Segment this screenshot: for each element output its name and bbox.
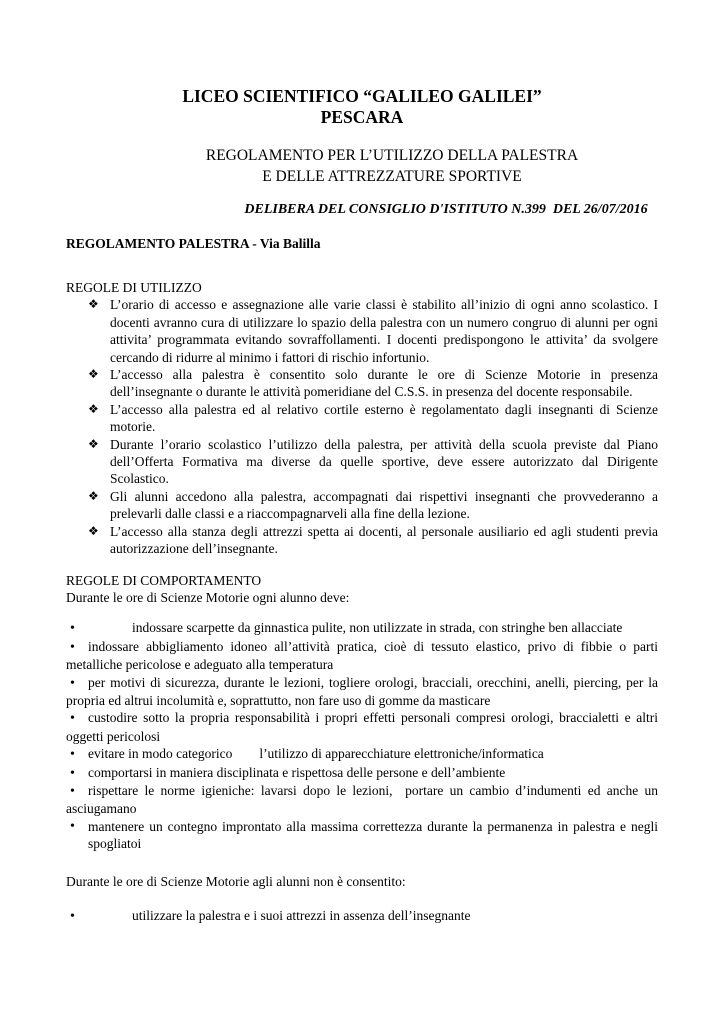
list-item [66, 523, 658, 558]
diamond-bullet-icon: ❖ [88, 297, 99, 312]
delibera-line: DELIBERA DEL CONSIGLIO D'ISTITUTO N.399 DEL 26/07/2016 [244, 202, 648, 217]
list-item [66, 366, 658, 401]
document-title-line1: REGOLAMENTO PER L’UTILIZZO DELLA PALESTRA [205, 147, 579, 164]
list-item [66, 488, 658, 523]
location-heading: REGOLAMENTO PALESTRA - Via Balilla [66, 236, 321, 251]
not-allowed-list [66, 907, 658, 925]
round-bullet-icon: • [70, 675, 75, 691]
round-bullet-icon: • [70, 818, 75, 834]
round-bullet-icon: • [70, 711, 75, 727]
diamond-bullet-icon: ❖ [88, 488, 99, 503]
list-item-text: L’orario di accesso e assegnazione alle varie classi è stabilito all’inizio di ogni anno scolastico. I docenti avranno cura di utilizzare lo spazio della palestra con un numero congruo di alunni per ogni attivita’ programmata evitando sovraffollamenti. I docenti predispongono le attivita’ da svolgere cercando di ridurre al minimo i fattori di rischio infortunio. [110, 297, 658, 365]
list-item-text: L’accesso alla palestra ed al relativo cortile esterno è regolamentato dagli insegnanti di Scienze motorie. [110, 401, 658, 435]
school-name-line1: LICEO SCIENTIFICO “GALILEO GALILEI” [182, 86, 542, 106]
round-bullet-icon: • [70, 639, 75, 655]
list-item [66, 709, 658, 745]
list-item [66, 818, 658, 853]
diamond-bullet-icon: ❖ [88, 523, 99, 538]
conduct-rules-list [66, 619, 658, 852]
round-bullet-icon: • [70, 747, 75, 763]
document-title-line2: E DELLE ATTREZZATURE SPORTIVE [262, 168, 522, 185]
list-item-text: per motivi di sicurezza, durante le lezioni, togliere orologi, bracciali, orecchini, anelli, piercing, per la propria ed altrui incolumità e, soprattutto, non fare uso di gomme da masticare [66, 674, 658, 708]
list-item-text: evitare in modo categorico l’utilizzo di apparecchiature elettroniche/informatica [88, 746, 544, 762]
list-item-text: Gli alunni accedono alla palestra, accompagnati dai rispettivi insegnanti che provvederanno a prelevarli dalle classi e a riaccompagnarveli alla fine della lezione. [110, 488, 658, 522]
list-item-text: rispettare le norme igieniche: lavarsi dopo le lezioni, portare un cambio d’indumenti ed anche un asciugamano [66, 782, 658, 817]
list-item [66, 436, 658, 488]
conduct-intro: Durante le ore di Scienze Motorie ogni alunno deve: [66, 589, 350, 605]
list-item [66, 782, 658, 818]
usage-rules-list [66, 296, 658, 557]
conduct-rules-heading: REGOLE DI COMPORTAMENTO [66, 572, 262, 588]
list-item [66, 674, 658, 710]
list-item-text: L’accesso alla stanza degli attrezzi spetta ai docenti, al personale ausiliario ed agli studenti previa autorizzazione dell’insegnante. [110, 523, 658, 557]
list-item [66, 907, 658, 925]
diamond-bullet-icon: ❖ [88, 436, 99, 451]
document-title [66, 145, 658, 187]
list-item-text: indossare abbigliamento idoneo all’attività pratica, cioè di tessuto elastico, privo di fibbie o parti metalliche pericolose e adeguato alla temperatura [66, 638, 658, 673]
usage-rules-heading: REGOLE DI UTILIZZO [66, 280, 202, 295]
round-bullet-icon: • [70, 621, 75, 637]
round-bullet-icon: • [70, 765, 75, 781]
list-item-text: comportarsi in maniera disciplinata e rispettosa delle persone e dell’ambiente [88, 764, 506, 780]
list-item-text: Durante l’orario scolastico l’utilizzo della palestra, per attività della scuola previste dal Piano dell’Offerta Formativa ma diverse da quelle sportive, deve essere autorizzato dal Dirigente Scolastico. [110, 436, 658, 487]
list-item [66, 638, 658, 674]
list-item-text: custodire sotto la propria responsabilità i propri effetti personali compresi orologi, braccialetti e altri oggetti pericolosi [66, 710, 658, 744]
list-item [66, 764, 658, 782]
round-bullet-icon: • [70, 783, 75, 799]
list-item [66, 401, 658, 436]
list-item [66, 296, 658, 366]
list-item-text: indossare scarpette da ginnastica pulite, non utilizzate in strada, con stringhe ben allacciate [132, 620, 623, 636]
school-name-line2: PESCARA [320, 107, 404, 127]
list-item-text: L’accesso alla palestra è consentito solo durante le ore di Scienze Motorie in presenza dell’insegnante o durante le attività pomeridiane del C.S.S. in presenza del docente responsabile. [110, 367, 658, 400]
list-item [66, 619, 658, 637]
list-item [66, 745, 658, 763]
diamond-bullet-icon: ❖ [88, 367, 99, 382]
list-item-text: mantenere un contegno improntato alla massima correttezza durante la permanenza in palestra e negli spogliatoi [88, 818, 658, 852]
not-allowed-intro: Durante le ore di Scienze Motorie agli alunni non è consentito: [66, 873, 406, 889]
list-item-text: utilizzare la palestra e i suoi attrezzi in assenza dell’insegnante [132, 908, 471, 923]
round-bullet-icon: • [70, 909, 75, 924]
school-name [66, 86, 658, 128]
diamond-bullet-icon: ❖ [88, 401, 99, 416]
